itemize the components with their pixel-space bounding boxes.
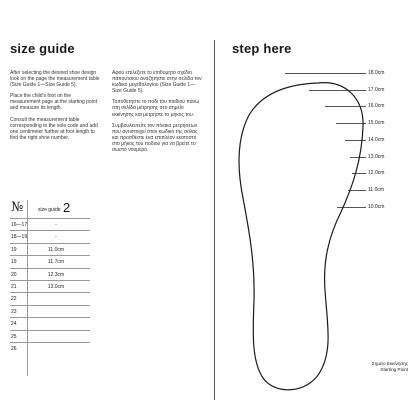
shoe-size-cell: 18—19 <box>11 234 28 241</box>
scale-label: 13.0cm <box>368 153 385 160</box>
foot-length-cell: - <box>55 234 57 241</box>
shoe-size-cell: 16—17 <box>11 222 28 228</box>
instruction-paragraph-en: After selecting the desired shoe design look on the page the measurement table (Size Guide 1—Size Guide 5). <box>10 70 100 89</box>
foot-length-cell: 11.0cm <box>47 246 65 253</box>
shoe-size-cell: 19 <box>11 246 17 253</box>
instruction-paragraph-gr: Συμβουλευτείτε τον πίνακα μετρήσεων που αντιστοιχεί στον κωδικό της σόλας και προσθέστε ένα επιπλέον εκατοστό στο μήκος του ποδιού για να βρείτε το σωστό νούμερο. <box>112 122 198 154</box>
shoe-size-cell: 21 <box>11 284 17 290</box>
shoe-size-cell: 24 <box>11 321 17 328</box>
scale-label: 11.0cm <box>368 186 385 193</box>
size-guide-label: size guide <box>38 207 61 213</box>
scale-label: 17.0cm <box>368 86 385 93</box>
starting-point-label <box>372 361 408 373</box>
foot-length-cell: - <box>55 222 57 228</box>
number-header: № <box>11 200 24 215</box>
instruction-paragraph-gr: Αφού επιλέξετε το επιθυμητό σχέδιο παπουτσιού αναζητήστε στην σελίδα τον κωδικό μεγεθολογίου (Size Guide 1—Size Guide 5). <box>112 70 202 95</box>
size-guide-number: 2 <box>63 200 71 215</box>
scale-label: 10.0cm <box>368 203 385 210</box>
shoe-size-cell: 22 <box>11 296 17 303</box>
shoe-size-cell: 23 <box>11 308 17 315</box>
starting-point-gr: Σημείο Εκκίνησης <box>371 361 408 366</box>
shoe-size-cell: 20 <box>11 271 17 278</box>
shoe-size-cell: 19 <box>11 259 17 266</box>
scale-label: 14.0cm <box>368 136 385 143</box>
instruction-paragraph-gr: Τοποθετήστε το πόδι του παιδιού πάνω στη σελίδα μέτρησης στο σημείο εκκίνησης και μετρήστε το μήκος του. <box>112 99 200 118</box>
scale-label: 18.0cm <box>368 70 385 76</box>
shoe-size-cell: 26 <box>11 346 17 352</box>
shoe-size-cell: 25 <box>11 333 17 340</box>
foot-length-cell: 13.0cm <box>47 284 65 290</box>
instruction-paragraph-en: Consult the measurement table corresponding to the sole code and add one centimeter further at foot length to find the right shoe number. <box>10 116 98 141</box>
foot-length-cell: 12.3cm <box>47 271 65 278</box>
scale-label: 16.0cm <box>368 103 385 110</box>
scale-label: 12.0cm <box>368 170 385 177</box>
starting-point-en: Starting Point <box>380 367 408 372</box>
scale-label: 15.0cm <box>368 120 385 127</box>
instruction-paragraph-en: Place the child's foot on the measurement page at the starting point and measure its length. <box>10 93 97 112</box>
step-here-title: step here <box>232 41 292 56</box>
foot-length-cell: 11.7cm <box>47 259 65 266</box>
size-guide-title: size guide <box>10 41 75 56</box>
